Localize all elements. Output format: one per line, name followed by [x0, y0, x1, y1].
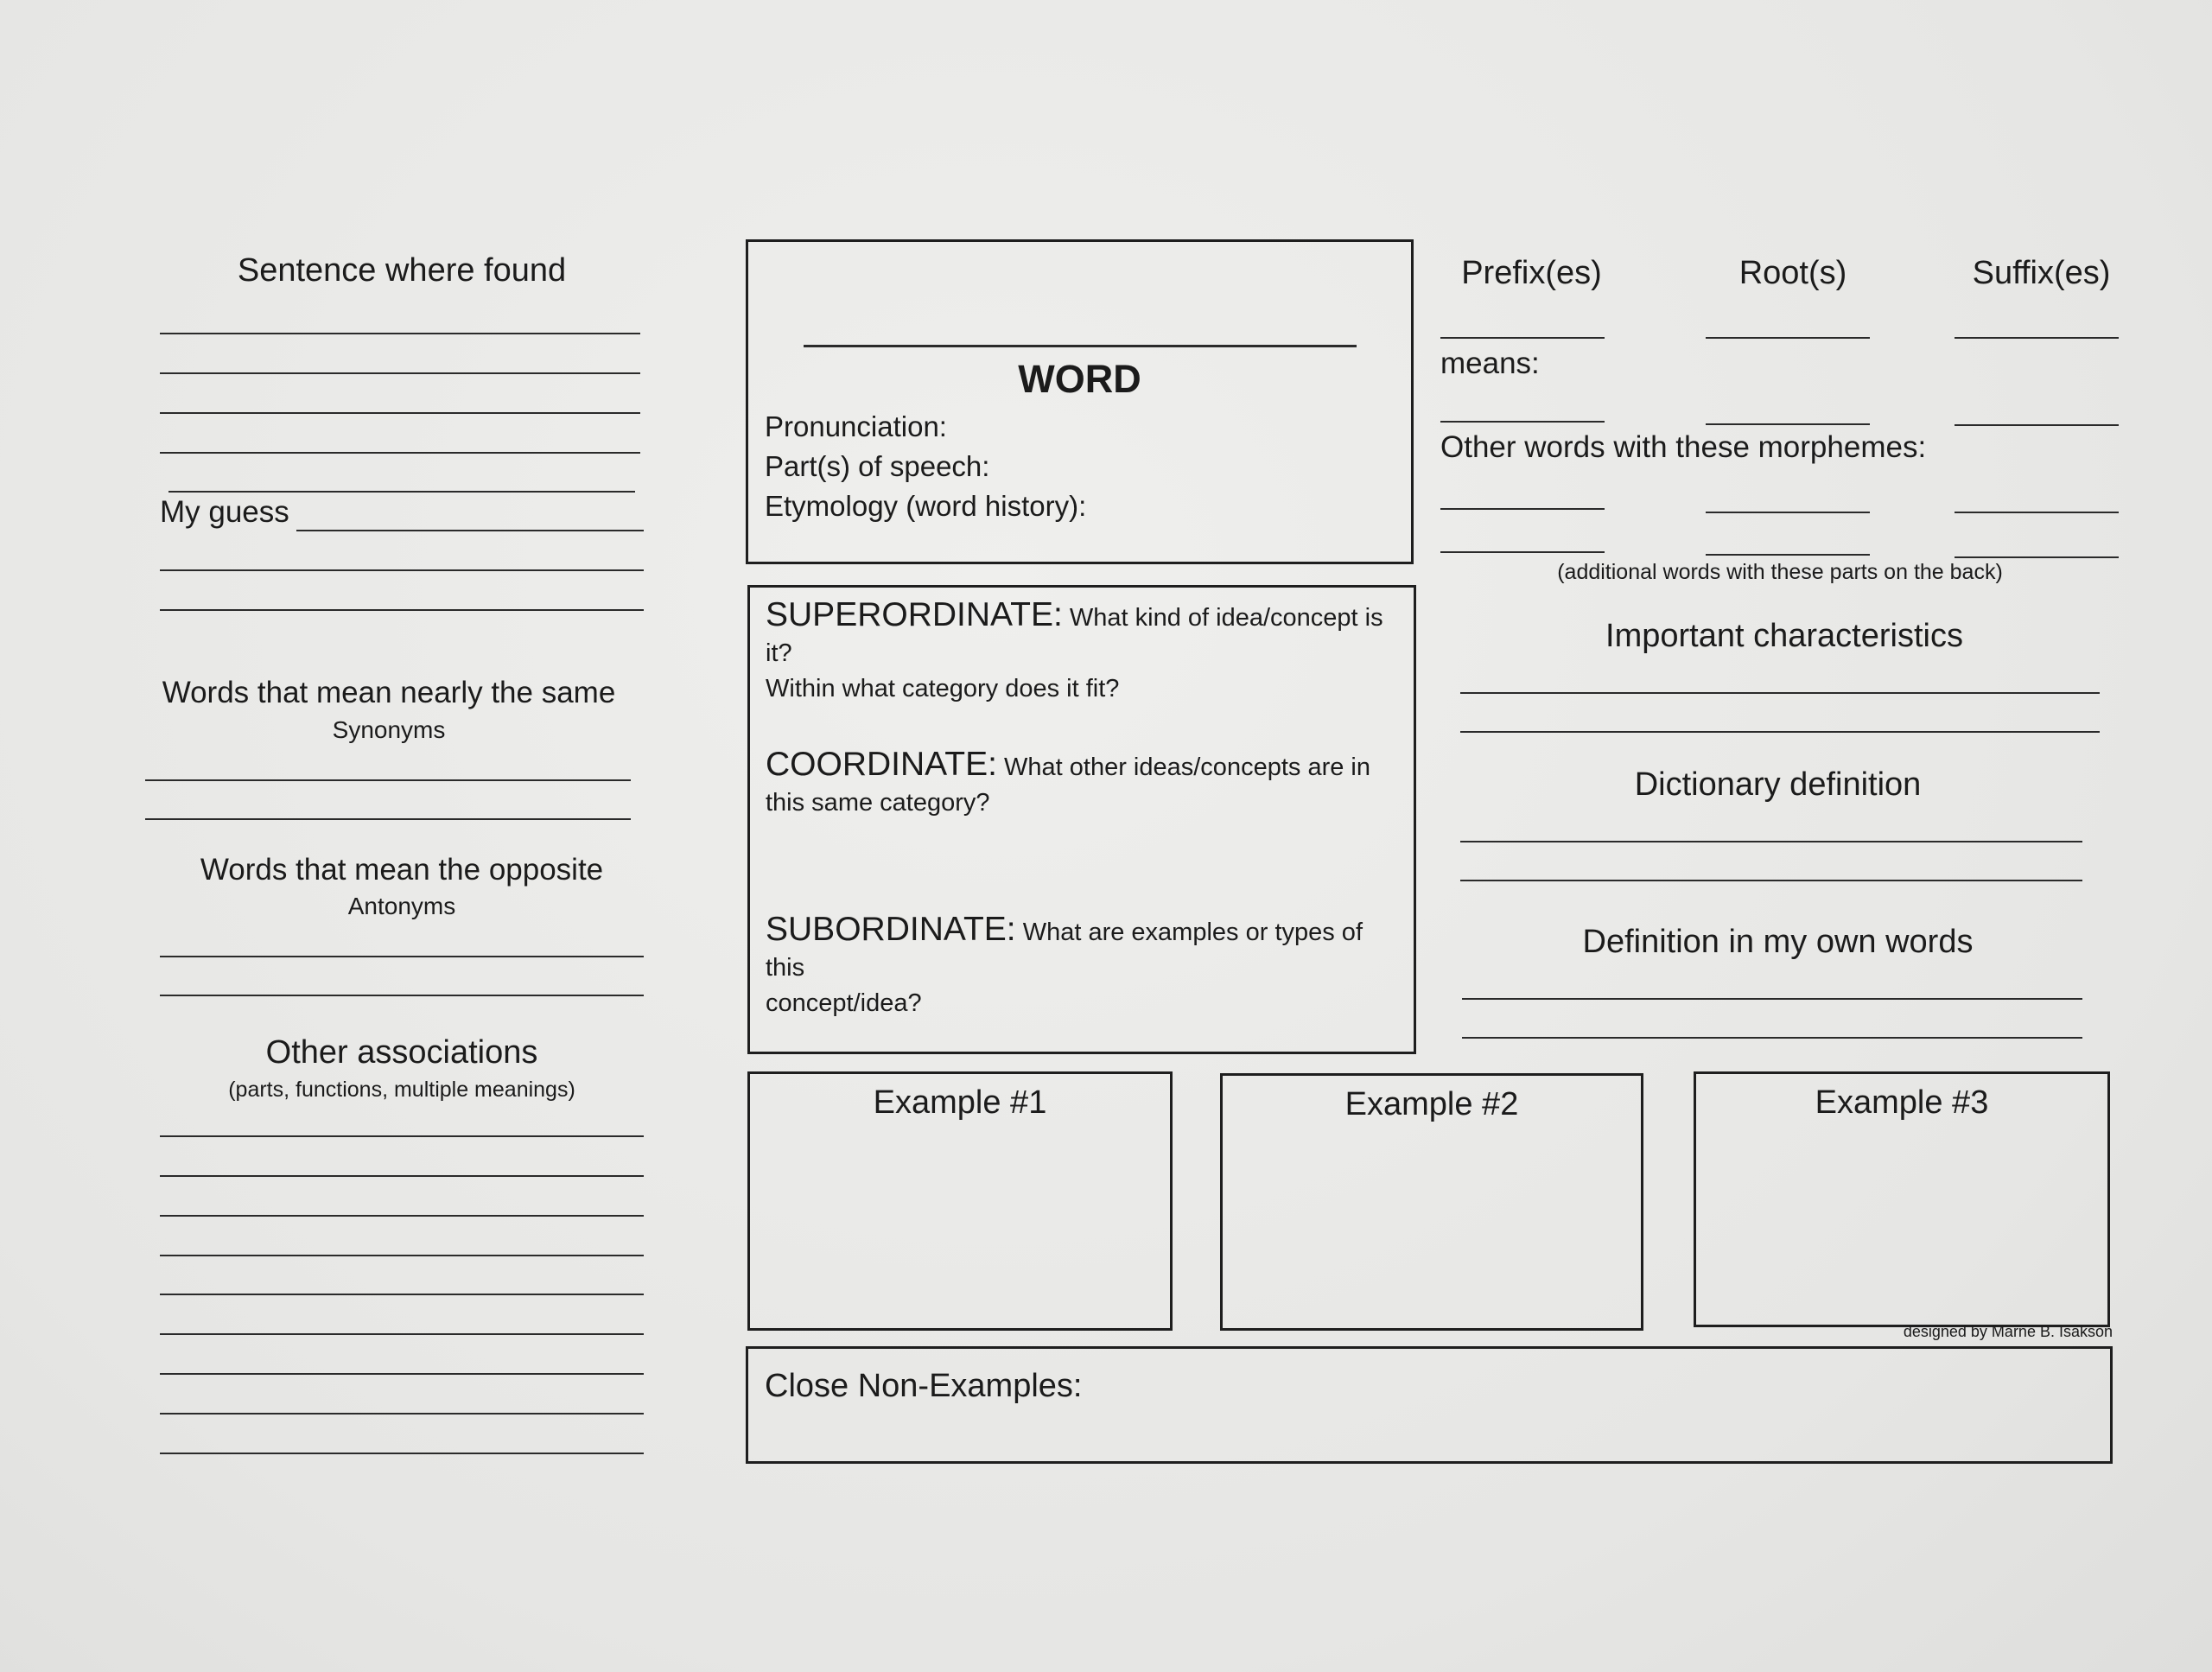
my-guess-line-2[interactable]	[160, 569, 644, 571]
association-line-5[interactable]	[160, 1294, 644, 1295]
own-words-line-1[interactable]	[1462, 998, 2082, 1000]
superordinate-question: What kind of idea/concept is it?	[766, 604, 1383, 667]
characteristics-line-1[interactable]	[1460, 692, 2100, 694]
own-words-line-2[interactable]	[1462, 1037, 2082, 1039]
sentence-where-found-heading: Sentence where found	[237, 252, 567, 289]
antonyms-heading: Words that mean the opposite	[200, 853, 604, 887]
suffix-line[interactable]	[1955, 337, 2119, 339]
association-line-7[interactable]	[160, 1373, 644, 1375]
coordinate-question: What other ideas/concepts are in	[996, 753, 1370, 781]
prefix-word-line-1[interactable]	[1440, 508, 1605, 510]
suffix-word-line-1[interactable]	[1955, 512, 2119, 513]
synonyms-subheading: Synonyms	[332, 716, 446, 743]
root-word-line-1[interactable]	[1706, 512, 1870, 513]
my-guess-label: My guess	[160, 495, 289, 529]
association-line-3[interactable]	[160, 1215, 644, 1217]
word-title: WORD	[1018, 357, 1141, 401]
coordinate-prompt	[766, 747, 1405, 821]
prefix-heading: Prefix(es)	[1461, 255, 1602, 291]
association-line-8[interactable]	[160, 1413, 644, 1415]
own-words-heading: Definition in my own words	[1582, 924, 1974, 960]
antonyms-subheading: Antonyms	[347, 893, 456, 919]
root-word-line-2[interactable]	[1706, 554, 1870, 556]
etymology-label: Etymology (word history):	[765, 490, 1087, 522]
other-associations-subheading: (parts, functions, multiple meanings)	[228, 1078, 575, 1102]
synonym-line-2[interactable]	[145, 818, 631, 820]
dictionary-line-1[interactable]	[1460, 841, 2082, 842]
association-line-2[interactable]	[160, 1175, 644, 1177]
example-3-label: Example #3	[1815, 1084, 1989, 1121]
prefix-meaning-line[interactable]	[1440, 421, 1605, 423]
association-line-6[interactable]	[160, 1333, 644, 1335]
synonyms-heading: Words that mean nearly the same	[162, 676, 616, 709]
close-non-examples-box[interactable]	[746, 1346, 2113, 1464]
other-associations-heading: Other associations	[265, 1034, 538, 1071]
important-characteristics-heading: Important characteristics	[1605, 618, 1963, 654]
sentence-line-3[interactable]	[160, 412, 640, 414]
close-non-examples-label: Close Non-Examples:	[765, 1368, 1083, 1404]
example-2-label: Example #2	[1344, 1086, 1519, 1122]
additional-words-note: (additional words with these parts on the back)	[1557, 560, 2003, 584]
subordinate-question-cont: concept/idea?	[766, 989, 922, 1017]
coordinate-label: COORDINATE:	[766, 746, 997, 783]
suffix-meaning-line[interactable]	[1955, 424, 2119, 426]
pronunciation-label: Pronunciation:	[765, 410, 947, 442]
means-label: means:	[1440, 346, 1540, 380]
root-heading: Root(s)	[1738, 255, 1847, 291]
root-line[interactable]	[1706, 337, 1870, 339]
my-guess-line-1[interactable]	[296, 530, 644, 531]
sentence-line-1[interactable]	[160, 333, 640, 334]
prefix-line[interactable]	[1440, 337, 1605, 339]
word-entry-line[interactable]	[804, 345, 1357, 347]
suffix-word-line-2[interactable]	[1955, 556, 2119, 558]
my-guess-line-3[interactable]	[160, 609, 644, 611]
dictionary-line-2[interactable]	[1460, 880, 2082, 881]
designer-credit: designed by Marne B. Isakson	[1903, 1323, 2113, 1340]
sentence-line-5[interactable]	[168, 491, 635, 493]
association-line-9[interactable]	[160, 1453, 644, 1454]
sentence-line-2[interactable]	[160, 372, 640, 374]
antonym-line-2[interactable]	[160, 995, 644, 996]
antonym-line-1[interactable]	[160, 956, 644, 957]
coordinate-question-cont: this same category?	[766, 789, 990, 817]
synonym-line-1[interactable]	[145, 779, 631, 781]
example-1-label: Example #1	[873, 1084, 1047, 1121]
superordinate-label: SUPERORDINATE:	[766, 596, 1063, 633]
dictionary-definition-heading: Dictionary definition	[1634, 766, 1922, 803]
suffix-heading: Suffix(es)	[1972, 255, 2111, 291]
subordinate-label: SUBORDINATE:	[766, 911, 1016, 948]
sentence-line-4[interactable]	[160, 452, 640, 454]
other-words-label: Other words with these morphemes:	[1440, 430, 1927, 464]
subordinate-question: What are examples or types of this	[766, 919, 1363, 982]
characteristics-line-2[interactable]	[1460, 731, 2100, 733]
superordinate-question-cont: Within what category does it fit?	[766, 675, 1120, 702]
parts-of-speech-label: Part(s) of speech:	[765, 450, 990, 482]
root-meaning-line[interactable]	[1706, 423, 1870, 425]
association-line-4[interactable]	[160, 1255, 644, 1256]
superordinate-prompt	[766, 597, 1405, 707]
association-line-1[interactable]	[160, 1135, 644, 1137]
prefix-word-line-2[interactable]	[1440, 551, 1605, 553]
subordinate-prompt	[766, 912, 1405, 1021]
